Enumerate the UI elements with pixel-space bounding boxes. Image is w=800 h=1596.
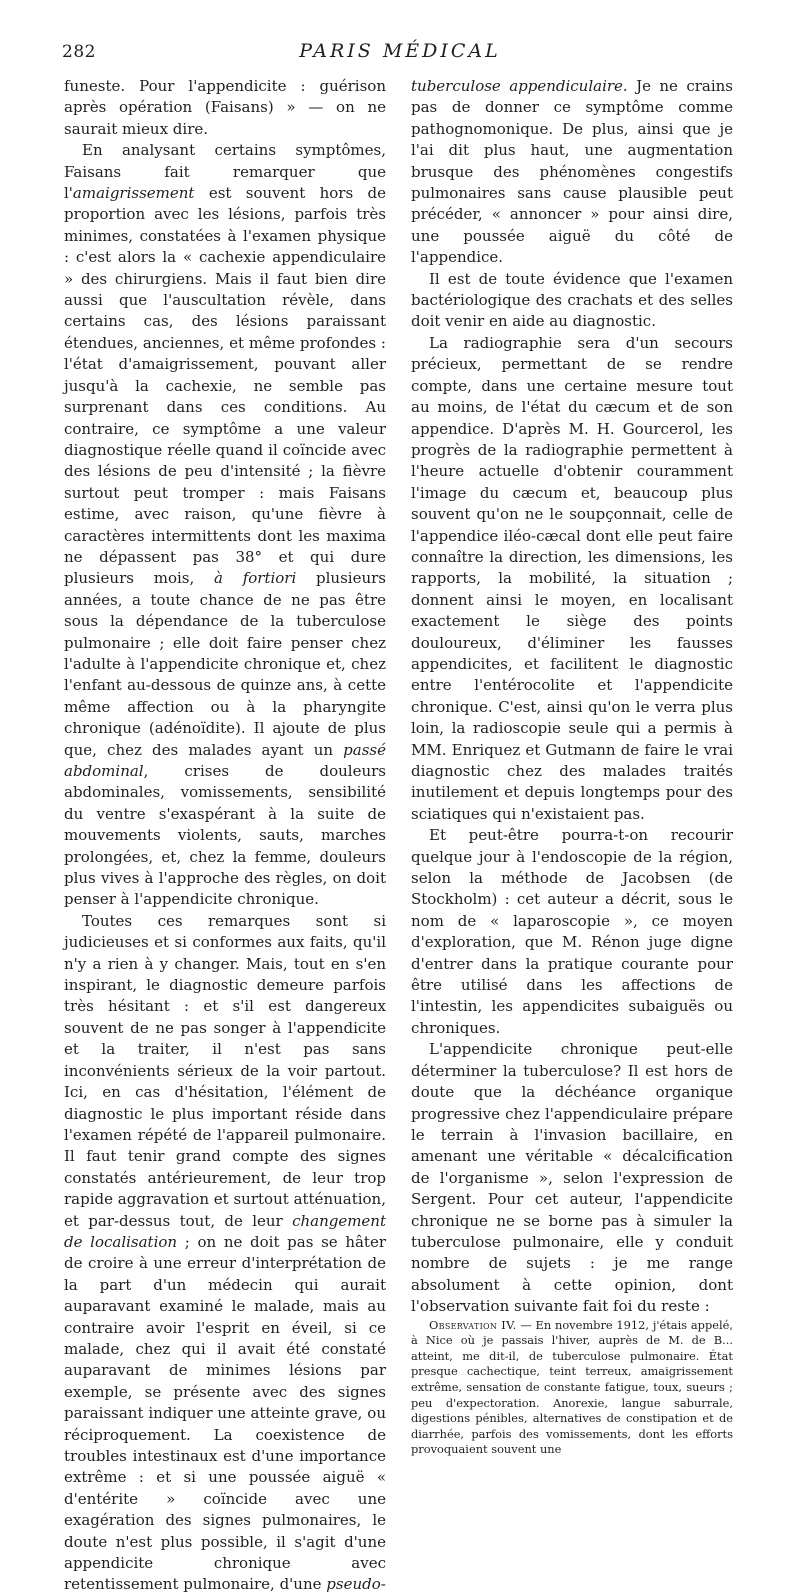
left-column [64,76,386,1596]
journal-title: PARIS MÉDICAL [299,40,501,62]
observation-label: Observation IV. [429,1317,517,1332]
emphasis: amaigrissement [72,184,195,203]
paragraph: tuberculose appendiculaire. Je ne crains pas de donner ce symptôme comme pathognomonique. De plus, ainsi que je l'ai dit plus haut, une augmentation brusque des phénomènes congestifs pulmonaires sans cause plausible peut précéder, « annoncer » pour ainsi dire, une poussée aiguë du côté de l'appendice. [411,77,733,267]
emphasis: passé abdominal [64,740,386,780]
emphasis: pseudo- [326,1575,386,1594]
paragraph: La radiographie sera d'un secours précieux, permettant de se rendre compte, dans une certaine mesure tout au moins, de l'état du cæcum et de son appendice. D'après M. H. Gourcerol, les progrès de la radiographie permettent à l'heure actuelle d'obtenir couramment l'image du cæcum et, beaucoup plus souvent qu'on ne le soupçonnait, celle de l'appendice iléo-cæcal dont elle peut faire connaître la direction, les dimensions, les rapports, la mobilité, la situation ; donnent ainsi le moyen, en localisant exactement le siège des points douloureux, d'éliminer les fausses appendicites, et facilitent le diagnostic entre l'entérocolite et l'appendicite chronique. C'est, ainsi qu'on le verra plus loin, la radioscopie seule qui a permis à MM. Enriquez et Gutmann de faire le vrai diagnostic chez des malades traités inutilement et depuis longtemps pour des sciatiques qui n'existaient pas. [411,333,733,823]
paragraph: Et peut-être pourra-t-on recourir quelque jour à l'endoscopie de la région, selon la méthode de Jacobsen (de Stockholm) : cet auteur a décrit, sous le nom de « laparoscopie », ce moyen d'exploration, que M. Rénon juge digne d'entrer dans la pratique courante pour être utilisé dans les affections de l'intestin, les appendicites subaiguës ou chroniques. [411,826,733,1037]
paragraph: En analysant certains symptômes, Faisans fait remarquer que l'amaigrissement est souvent hors de proportion avec les lésions, parfois très minimes, constatées à l'examen physique : c'est alors la « cachexie appendiculaire » des chirurgiens. Mais il faut bien dire aussi que l'auscultation révèle, dans certains cas, des lésions paraissant étendues, anciennes, et même profondes : l'état d'amaigrissement, pouvant aller jusqu'à la cachexie, ne semble pas surprenant dans ces conditions. Au contraire, ce symptôme a une valeur diagnostique réelle quand il coïncide avec des lésions de peu d'intensité ; la fièvre surtout peut tromper : mais Faisans estime, avec raison, qu'une fièvre à caractères intermittents dont les maxima ne dépassent pas 38° et qui dure plusieurs mois, à fortiori plusieurs années, a toute chance de ne pas être sous la dépendance de la tuberculose pulmonaire ; elle doit faire penser chez l'adulte à l'appendicite chronique et, chez l'enfant au-dessous de quinze ans, à cette même affection ou à la pharyngite chronique (adénoïdite). Il ajoute de plus que, chez des malades ayant un passé abdominal, crises de douleurs abdominales, vomissements, sensibilité du ventre s'exaspérant à la suite de mouvements violents, sauts, marches prolongées, et, chez la femme, douleurs plus vives à l'approche des règles, on doit penser à l'appendicite chronique. [64,141,386,909]
right-column [411,76,733,1458]
paragraph: funeste. Pour l'appendicite : guérison après opération (Faisans) » — on ne saurait mieux dire. [64,77,386,138]
paragraph: Toutes ces remarques sont si judicieuses et si conformes aux faits, qu'il n'y a rien à y changer. Mais, tout en s'en inspirant, le diagnostic demeure parfois très hésitant : et s'il est dangereux souvent de ne pas songer à l'appendicite et la traiter, il n'est pas sans inconvénients sérieux de la voir partout. Ici, en cas d'hésitation, l'élément de diagnostic le plus important réside dans l'examen répété de l'appareil pulmonaire. Il faut tenir grand compte des signes constatés antérieurement, de leur trop rapide aggravation et surtout atténuation, et par-dessus tout, de leur changement de localisation ; on ne doit pas se hâter de croire à une erreur d'interprétation de la part d'un médecin qui aurait auparavant examiné le malade, mais au contraire avoir l'esprit en éveil, si ce malade, chez qui il avait été constaté auparavant de minimes lésions par exemple, se présente avec des signes paraissant indiquer une atteinte grave, ou réciproquement. La coexistence de troubles intestinaux est d'une importance extrême : et si une poussée aiguë « d'entérite » coïncide avec une exagération des signes pulmonaires, le doute n'est plus possible, il s'agit d'une appendicite chronique avec retentissement pulmonaire, d'une pseudo- [64,911,386,1594]
observation-note: Observation IV. — En novembre 1912, j'étais appelé, à Nice où je passais l'hiver, auprès de M. de B... atteint, me dit-il, de tuberculose pulmonaire. État presque cachectique, teint terreux, amaigrissement extrême, sensation de constante fatigue, toux, sueurs ; peu d'expectoration. Anorexie, langue saburrale, digestions pénibles, alternatives de constipation et de diarrhée, parfois des vomissements, dont les efforts provoquaient souvent une [411,1317,733,1457]
page-number: 282 [62,42,96,62]
emphasis: changement de localisation [64,1211,386,1251]
emphasis: tuberculose appendiculaire. [411,77,628,95]
emphasis: à fortiori [214,569,297,588]
paragraph: L'appendicite chronique peut-elle déterminer la tuberculose? Il est hors de doute que la déchéance organique progressive chez l'appendiculaire prépare le terrain à l'invasion bacillaire, en amenant une véritable « décalcification de l'organisme », selon l'expression de Sergent. Pour cet auteur, l'appendicite chronique ne se borne pas à simuler la tuberculose pulmonaire, elle y conduit nombre de sujets : je me range absolument à cette opinion, dont l'observation suivante fait foi du reste : [411,1040,733,1316]
paragraph: Il est de toute évidence que l'examen bactériologique des crachats et des selles doit venir en aide au diagnostic. [411,269,733,331]
